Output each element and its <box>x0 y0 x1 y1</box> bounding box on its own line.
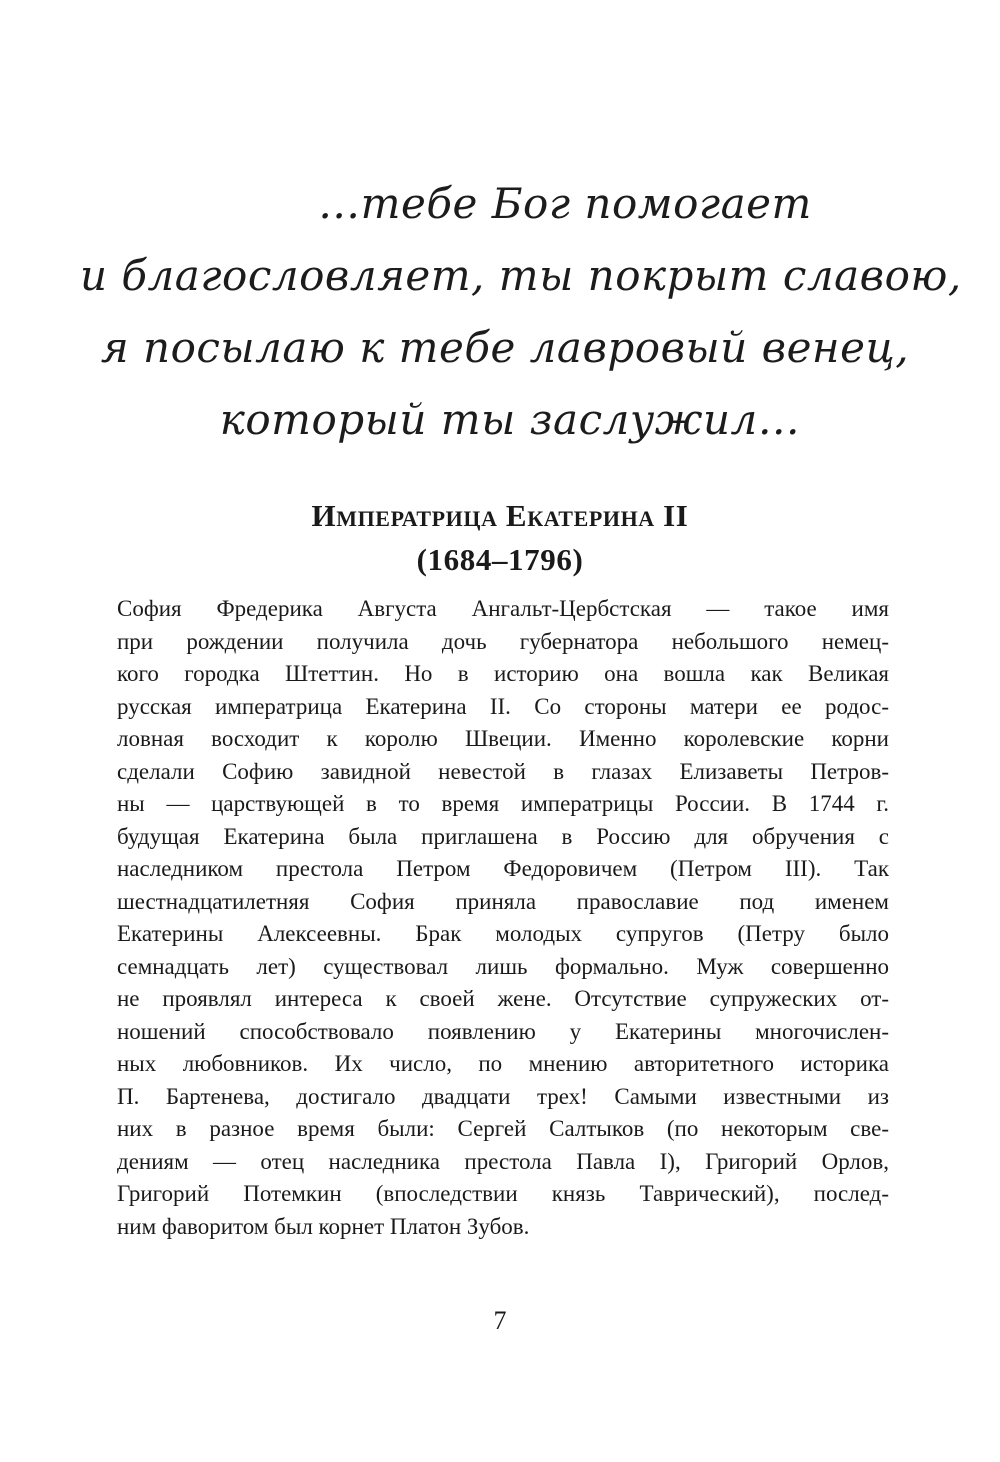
body-line: шестнадцатилетняя София приняла православие под именем <box>117 888 889 914</box>
epigraph-line: который ты заслужил… <box>219 395 801 444</box>
body-line: ны — царствующей в то время императрицы России. В 1744 г. <box>117 791 889 816</box>
body-line: не проявлял интереса к своей жене. Отсутствие супружеских от- <box>117 986 889 1011</box>
body-line: сделали Софию завидной невестой в глазах Елизаветы Петров- <box>117 758 889 784</box>
body-line: ним фаворитом был корнет Платон Зубов. <box>117 1213 530 1239</box>
body-line: София Фредерика Августа Ангальт-Цербстская — такое имя <box>117 596 889 621</box>
body-line: будущая Екатерина была приглашена в Россию для обручения с <box>117 823 889 849</box>
body-line: них в разное время были: Сергей Салтыков (по некоторым све- <box>117 1116 889 1141</box>
epigraph-line: я посылаю к тебе лавровый венец, <box>100 323 910 372</box>
body-line: русская императрица Екатерина II. Со стороны матери ее родос- <box>117 693 889 719</box>
body-line: ношений способствовало появлению у Екатерины многочислен- <box>117 1018 889 1044</box>
body-line: при рождении получила дочь губернатора небольшого немец- <box>117 628 889 654</box>
body-line: Екатерины Алексеевны. Брак молодых супругов (Петру было <box>117 921 889 946</box>
body-line: П. Бартенева, достигало двадцати трех! Самыми известными из <box>117 1083 889 1109</box>
body-line: наследником престола Петром Федоровичем (Петром III). Так <box>117 856 889 881</box>
chapter-heading <box>100 494 900 582</box>
epigraph-quote <box>80 168 962 456</box>
page-number: 7 <box>493 1306 507 1335</box>
chapter-title: Императрица Екатерина II <box>311 498 689 533</box>
epigraph-line: и благословляет, ты покрыт славою, <box>80 251 962 300</box>
body-line: дениям — отец наследника престола Павла I), Григорий Орлов, <box>117 1148 889 1174</box>
body-line: ных любовников. Их число, по мнению авторитетного историка <box>117 1051 889 1076</box>
body-line: ловная восходит к королю Швеции. Именно королевские корни <box>117 726 889 751</box>
chapter-years: (1684–1796) <box>416 542 584 577</box>
body-text <box>117 593 889 1243</box>
epigraph-line: …тебе Бог помогает <box>318 179 812 228</box>
body-line: семнадцать лет) существовал лишь формально. Муж совершенно <box>117 953 889 979</box>
body-line: кого городка Штеттин. Но в историю она вошла как Великая <box>117 661 889 686</box>
body-line: Григорий Потемкин (впоследствии князь Таврический), послед- <box>117 1181 889 1206</box>
